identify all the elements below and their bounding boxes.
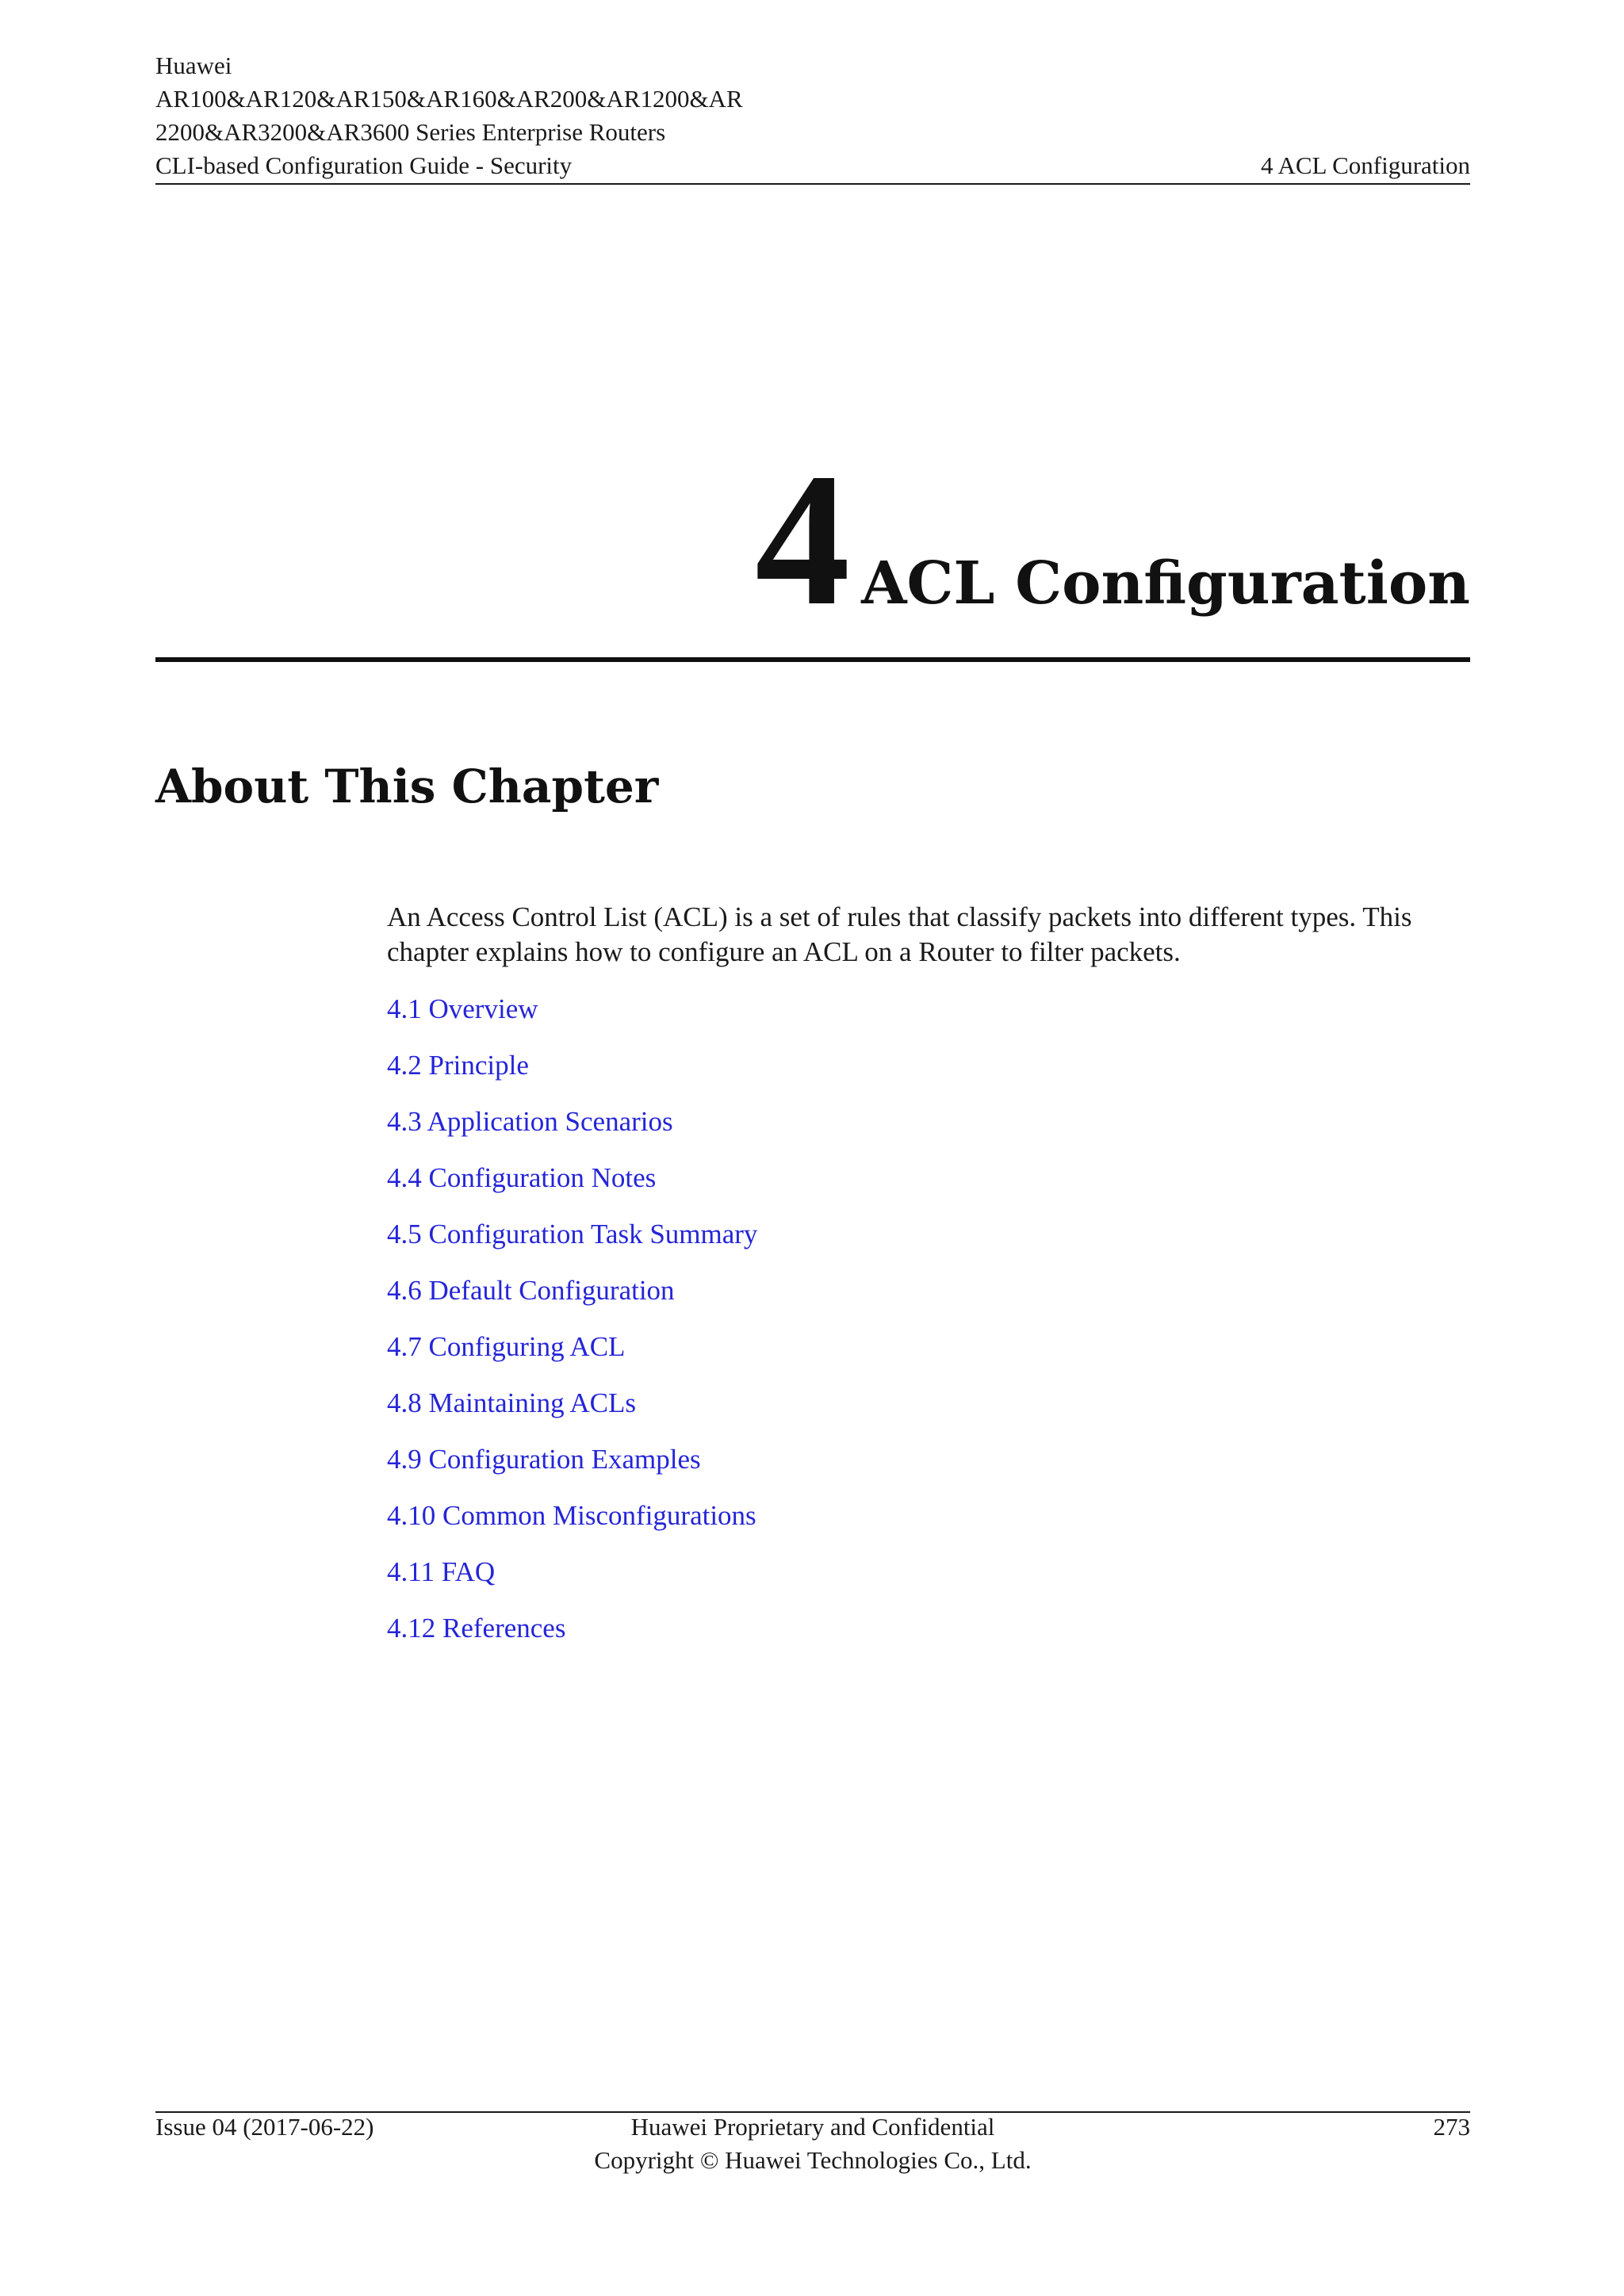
- header-product-line-1: AR100&AR120&AR150&AR160&AR200&AR1200&AR: [155, 85, 743, 113]
- chapter-number: 4: [755, 434, 848, 645]
- toc-link-configuration-task-summary[interactable]: 4.5 Configuration Task Summary: [387, 1219, 758, 1249]
- toc-item: [387, 1609, 757, 1665]
- toc-link-configuring-acl[interactable]: 4.7 Configuring ACL: [387, 1331, 626, 1362]
- header-guide-title: CLI-based Configuration Guide - Security: [155, 151, 573, 179]
- toc-link-faq[interactable]: 4.11 FAQ: [387, 1556, 496, 1587]
- toc-item: [387, 1271, 757, 1327]
- toc-item: [387, 1327, 757, 1383]
- toc-link-maintaining-acls[interactable]: 4.8 Maintaining ACLs: [387, 1387, 637, 1418]
- section-heading: About This Chapter: [155, 760, 659, 813]
- toc-link-default-configuration[interactable]: 4.6 Default Configuration: [387, 1275, 675, 1306]
- toc-item: [387, 989, 757, 1046]
- footer-copyright: Copyright © Huawei Technologies Co., Ltd.: [594, 2146, 1032, 2174]
- toc-link-references[interactable]: 4.12 References: [387, 1613, 566, 1644]
- chapter-divider: [155, 657, 1470, 662]
- header-company: Huawei: [155, 52, 232, 79]
- page-number: 273: [1433, 2113, 1470, 2141]
- toc-item: [387, 1046, 757, 1102]
- toc-link-overview[interactable]: 4.1 Overview: [387, 993, 538, 1024]
- header-divider: [155, 183, 1470, 185]
- toc-item: [387, 1440, 757, 1496]
- chapter-toc: [387, 989, 757, 1665]
- toc-item: [387, 1383, 757, 1440]
- toc-link-principle[interactable]: 4.2 Principle: [387, 1050, 529, 1081]
- chapter-name: ACL Configuration: [861, 549, 1470, 618]
- toc-link-application-scenarios[interactable]: 4.3 Application Scenarios: [387, 1106, 673, 1137]
- toc-link-configuration-examples[interactable]: 4.9 Configuration Examples: [387, 1444, 701, 1475]
- header-chapter: 4 ACL Configuration: [1260, 151, 1470, 179]
- toc-item: [387, 1552, 757, 1609]
- toc-item: [387, 1215, 757, 1271]
- header-product-line-2: 2200&AR3200&AR3600 Series Enterprise Routers: [155, 118, 666, 146]
- toc-item: [387, 1158, 757, 1215]
- chapter-title: [755, 434, 1470, 645]
- toc-item: [387, 1496, 757, 1552]
- toc-link-common-misconfigurations[interactable]: 4.10 Common Misconfigurations: [387, 1500, 756, 1531]
- intro-paragraph: An Access Control List (ACL) is a set of rules that classify packets into different types. This chapter explains how to configure an ACL on a Router to filter packets.: [387, 901, 1412, 967]
- page-header: [155, 49, 1470, 182]
- footer-issue: Issue 04 (2017-06-22): [155, 2113, 374, 2141]
- toc-item: [387, 1102, 757, 1158]
- toc-link-configuration-notes[interactable]: 4.4 Configuration Notes: [387, 1162, 657, 1193]
- footer-confidential: Huawei Proprietary and Confidential: [630, 2113, 995, 2141]
